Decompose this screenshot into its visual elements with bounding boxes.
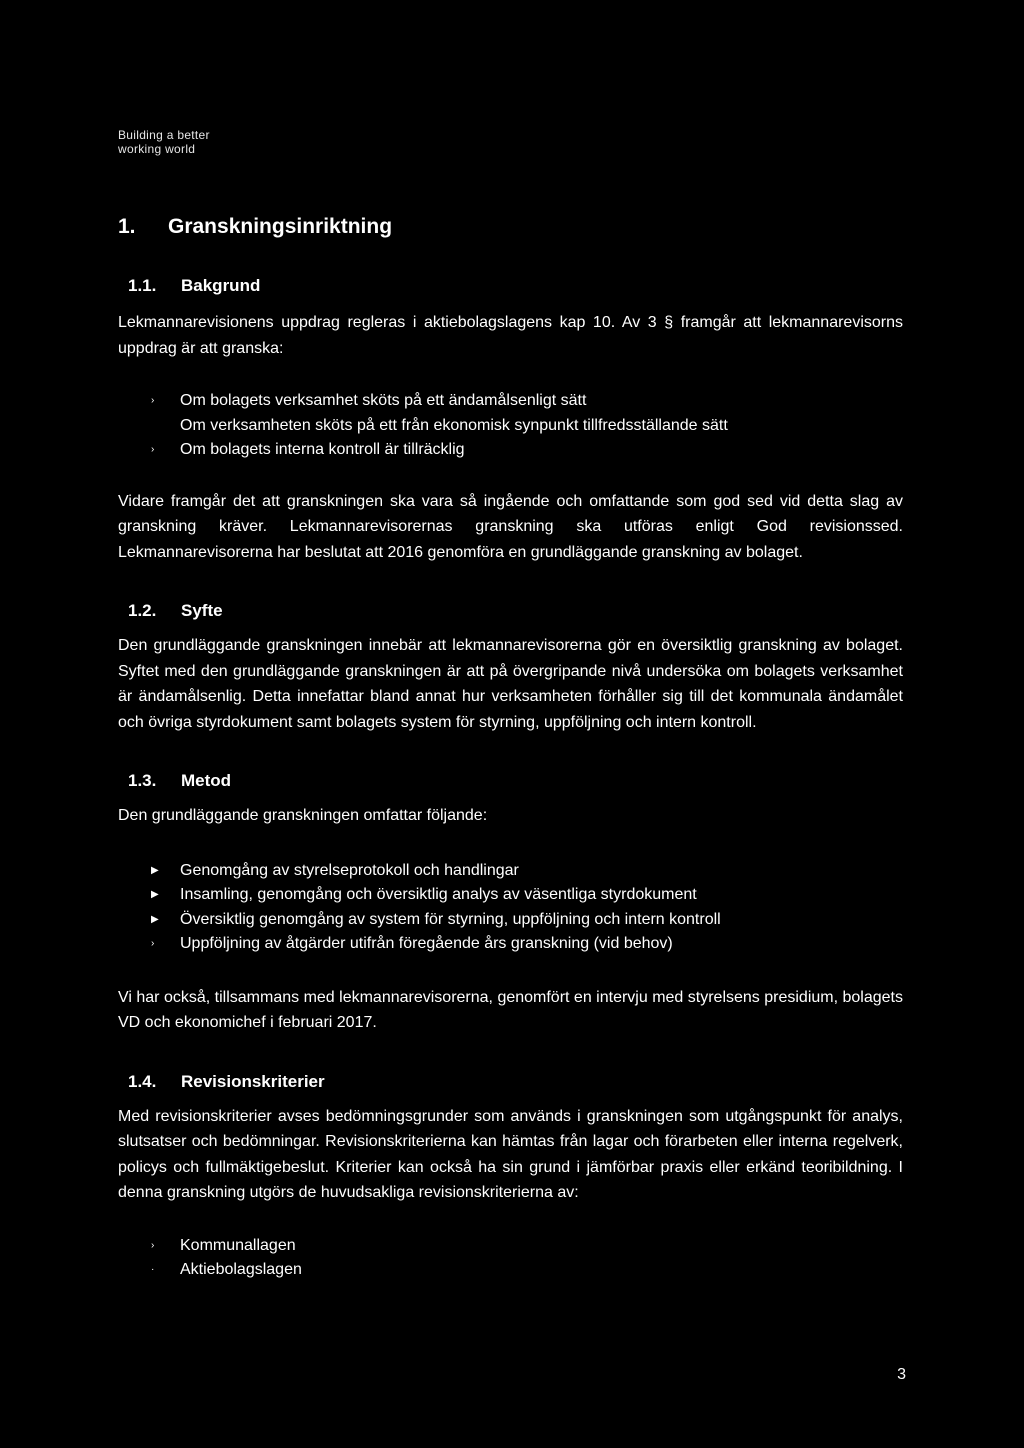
triangle-bullet-icon: ▶ <box>151 864 159 876</box>
bakgrund-intro: Lekmannarevisionens uppdrag regleras i aktiebolagslagens kap 10. Av 3 § framgår att lekmannarevisorns uppdrag är att granska: <box>118 314 903 357</box>
bakgrund-list <box>118 389 903 463</box>
bullet-icon: · <box>151 1264 155 1275</box>
list-item: › Om bolagets interna kontroll är tillräcklig <box>118 438 903 463</box>
page-number: 3 <box>897 1366 906 1383</box>
section-heading-metod <box>118 769 903 793</box>
list-item: · Aktiebolagslagen <box>118 1258 903 1283</box>
bullet-icon: › <box>151 444 155 455</box>
section-title: Metod <box>181 771 232 790</box>
ey-tagline <box>118 128 210 156</box>
bullet-icon: › <box>151 395 155 406</box>
list-item: › Om bolagets verksamhet sköts på ett ändamålsenligt sätt <box>118 389 903 414</box>
section-number: 1.4. <box>128 1071 157 1091</box>
bullet-icon: › <box>151 938 155 949</box>
chapter-number: 1. <box>118 215 136 238</box>
tagline-line-2: working world <box>118 142 196 156</box>
chapter-title: Granskningsinriktning <box>168 215 393 238</box>
syfte-text: Den grundläggande granskningen innebär att lekmannarevisorerna gör en översiktlig granskning av bolaget. Syftet med den grundläggande granskningen är att på övergripande nivå undersöka om bolagets verksamhet är ändamålsenlig. Detta innefattar bland annat hur verksamheten förhåller sig till det kommunala ändamålet och övriga styrdokument samt bolagets system för styrning, uppföljning och intern kontroll. <box>118 637 903 731</box>
document-body <box>118 210 903 1283</box>
triangle-bullet-icon: ▶ <box>151 913 159 925</box>
chapter-heading <box>118 210 903 244</box>
list-item: › Kommunallagen <box>118 1234 903 1259</box>
section-number: 1.1. <box>128 276 157 295</box>
list-item: ▶ Översiktlig genomgång av system för styrning, uppföljning och intern kontroll <box>118 908 903 933</box>
list-item: Om verksamheten sköts på ett från ekonomisk synpunkt tillfredsställande sätt <box>180 416 728 434</box>
list-item: › Uppföljning av åtgärder utifrån föregående års granskning (vid behov) <box>118 932 903 957</box>
section-heading-syfte <box>118 599 903 623</box>
triangle-bullet-icon: ▶ <box>151 889 159 900</box>
metod-list <box>118 859 903 957</box>
section-number: 1.3. <box>128 771 157 790</box>
section-heading-bakgrund <box>118 274 903 298</box>
section-title: Syfte <box>181 601 223 620</box>
section-title: Revisionskriterier <box>181 1071 325 1091</box>
bakgrund-text: Vidare framgår det att granskningen ska vara så ingående och omfattande som god sed vid detta slag av granskning kräver. Lekmannarevisorernas granskning ska utföras enligt God revisionssed. Lekmannarevisorerna har beslutat att 2016 genomföra en grundläggande granskning av bolaget. <box>118 492 903 561</box>
kriterier-text: Med revisionskriterier avses bedömningsgrunder som används i granskningen som utgångspunkt för analys, slutsatser och bedömningar. Revisionskriterierna kan hämtas från lagar och förarbeten eller interna regelverk, policys och fullmäktigebeslut. Kriterier kan också ha sin grund i jämförbar praxis eller erkänd teoribildning. I denna granskning utgörs de huvudsakliga revisionskriterierna av: <box>118 1107 903 1201</box>
list-item: ▶ Genomgång av styrelseprotokoll och handlingar <box>118 859 903 884</box>
list-item: ▶ Insamling, genomgång och översiktlig analys av väsentliga styrdokument <box>118 883 903 908</box>
section-heading-kriterier <box>118 1070 903 1094</box>
metod-intro: Den grundläggande granskningen omfattar följande: <box>118 807 488 824</box>
kriterier-list <box>118 1234 903 1283</box>
section-title: Bakgrund <box>181 276 261 295</box>
metod-text: Vi har också, tillsammans med lekmannarevisorerna, genomfört en intervju med styrelsens presidium, bolagets VD och ekonomichef i februari 2017. <box>118 988 903 1031</box>
tagline-line-1: Building a better <box>118 128 210 142</box>
section-number: 1.2. <box>128 601 157 620</box>
bullet-icon: › <box>151 1239 155 1251</box>
